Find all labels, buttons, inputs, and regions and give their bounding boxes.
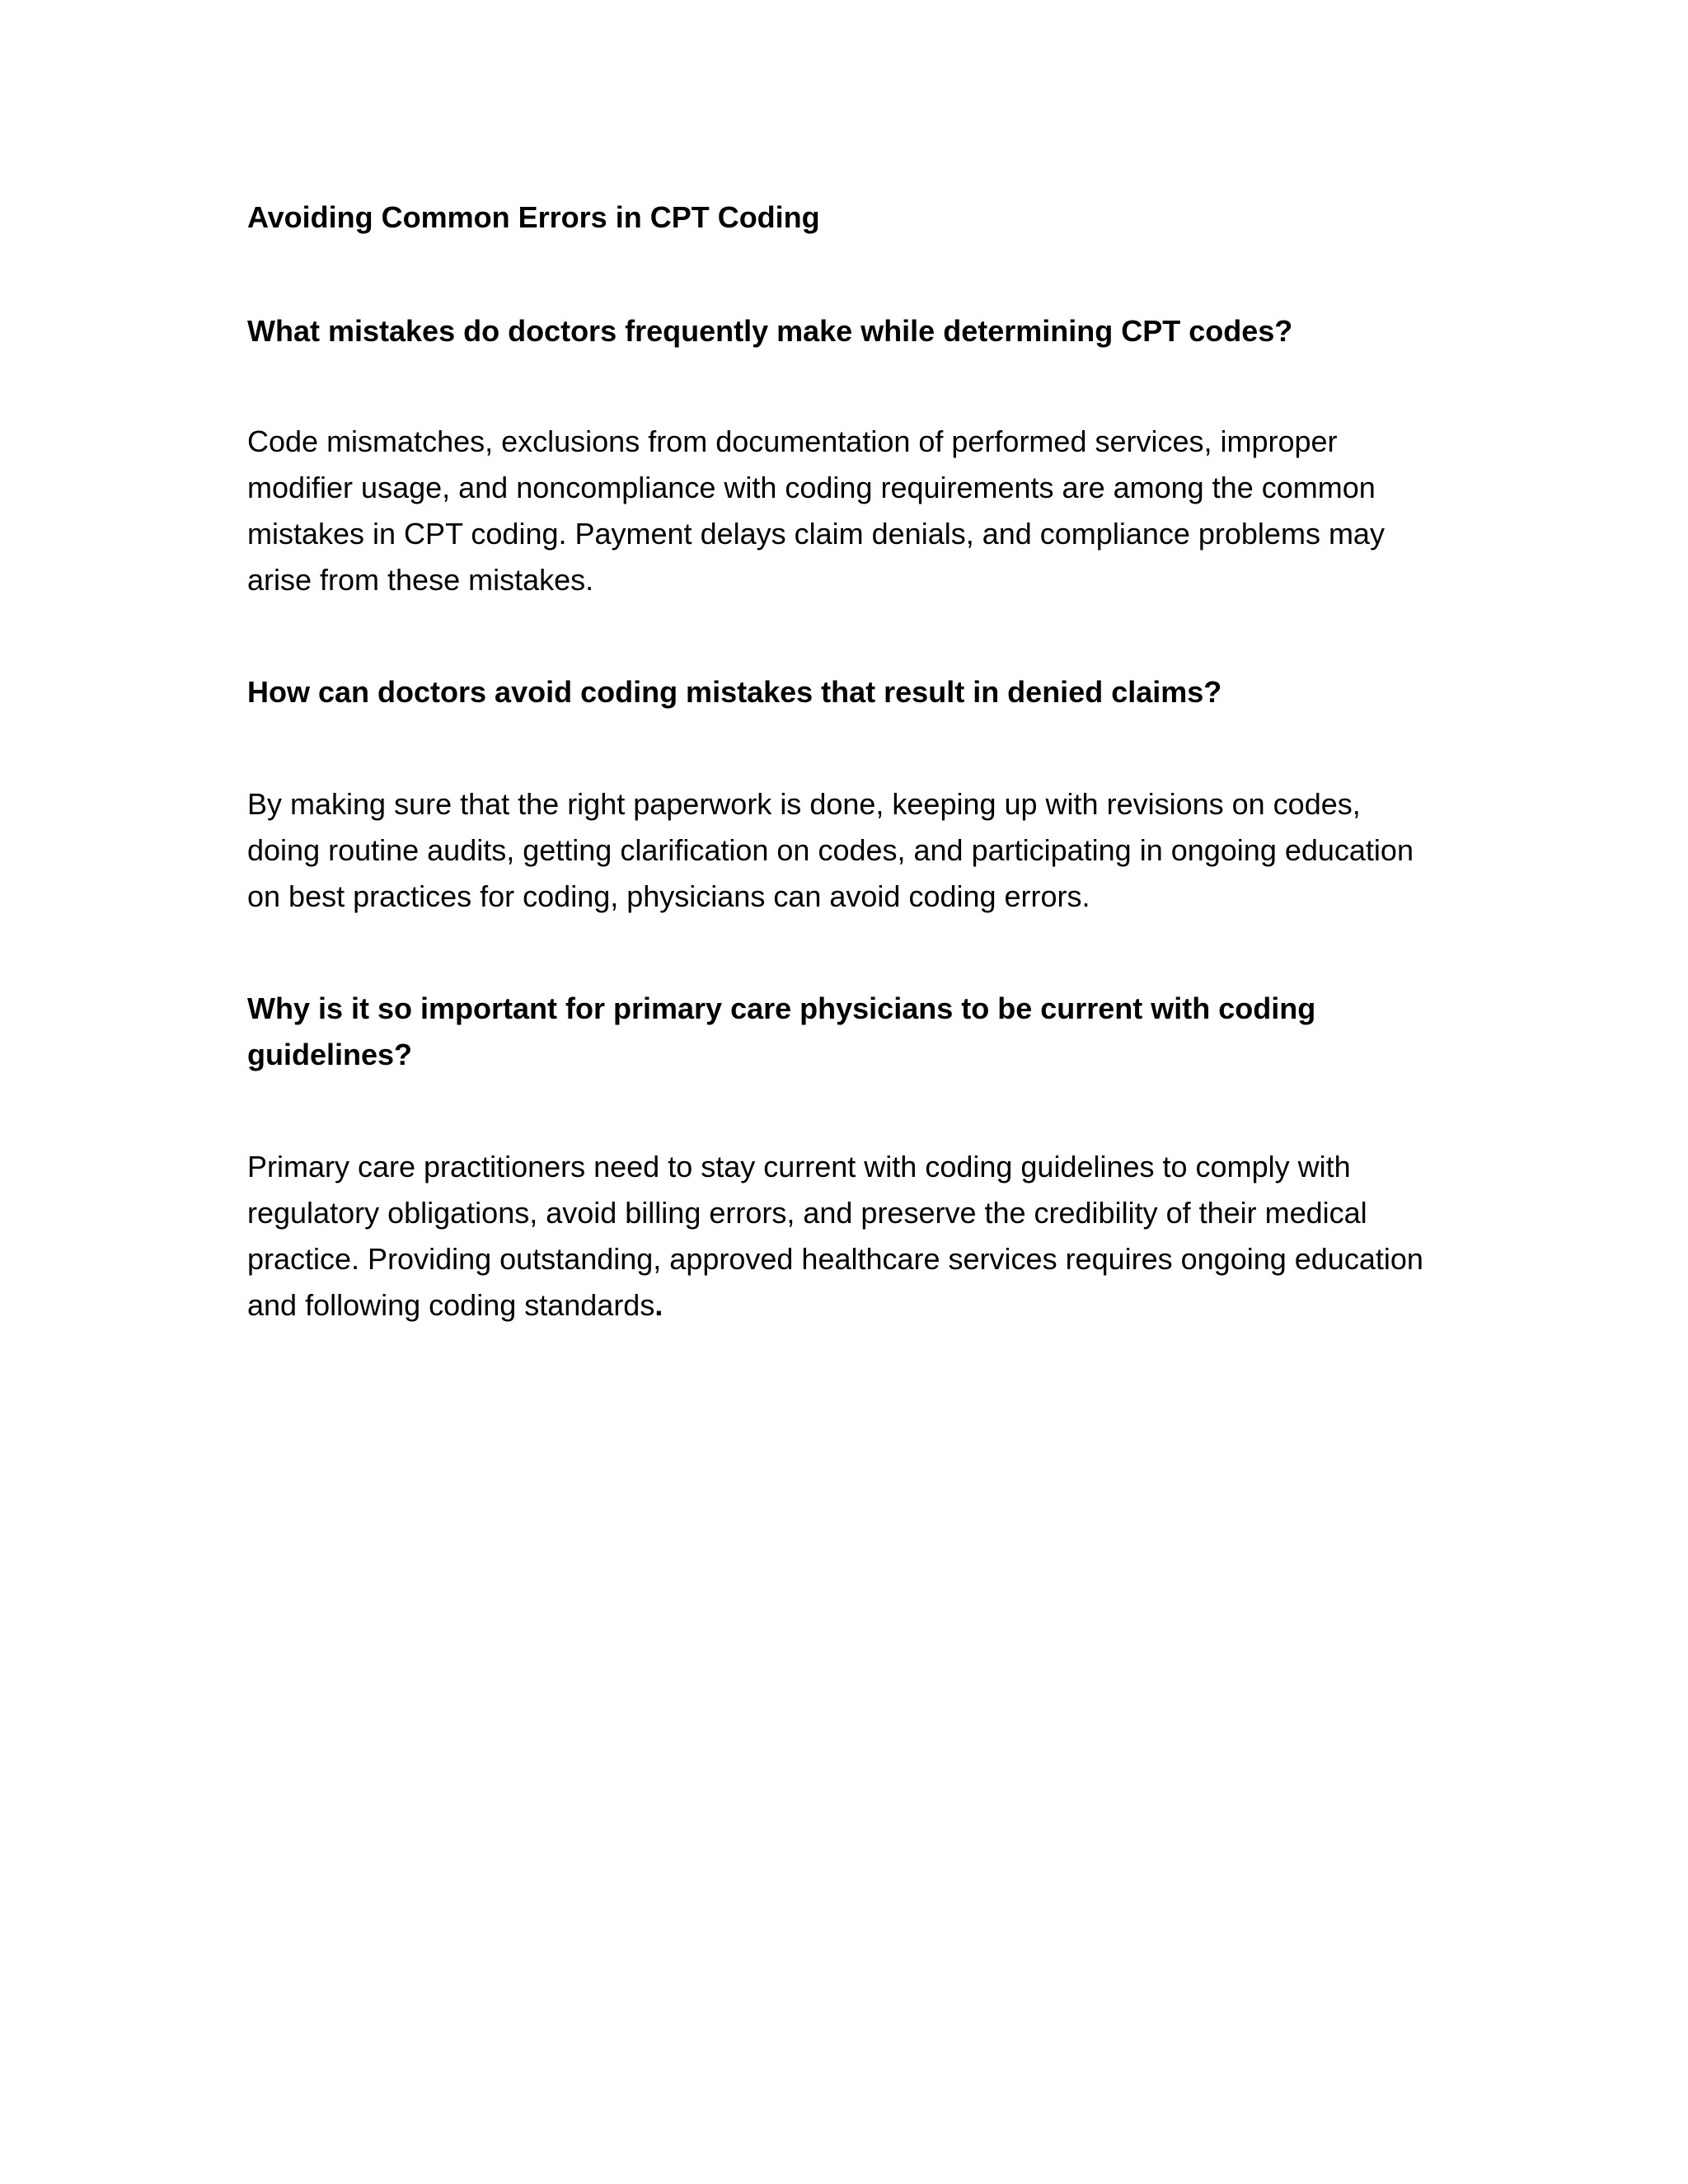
document-title: Avoiding Common Errors in CPT Coding xyxy=(247,200,820,234)
answer-text: Primary care practitioners need to stay current with coding guidelines to comply with regulatory obligations, avoid billing errors, and preserve the credibility of their medical practice. Providing outstanding, approved healthcare services requires ongoing education and following coding standards xyxy=(247,1150,1423,1322)
question-heading: What mistakes do doctors frequently make while determining CPT codes? xyxy=(247,314,1293,348)
answer-paragraph: Code mismatches, exclusions from documentation of performed services, improper modifier usage, and noncompliance with coding requirements are among the common mistakes in CPT coding. Payment delays claim denials, and compliance problems may arise from these mistakes. xyxy=(247,424,1385,597)
question-heading: How can doctors avoid coding mistakes that result in denied claims? xyxy=(247,675,1222,709)
answer-paragraph xyxy=(247,1144,1434,1329)
answer-final-period: . xyxy=(654,1288,663,1322)
question-heading: Why is it so important for primary care physicians to be current with coding guidelines? xyxy=(247,991,1316,1071)
answer-paragraph: By making sure that the right paperwork is done, keeping up with revisions on codes, doing routine audits, getting clarification on codes, and participating in ongoing education on best practices for coding, physicians can avoid coding errors. xyxy=(247,787,1414,913)
